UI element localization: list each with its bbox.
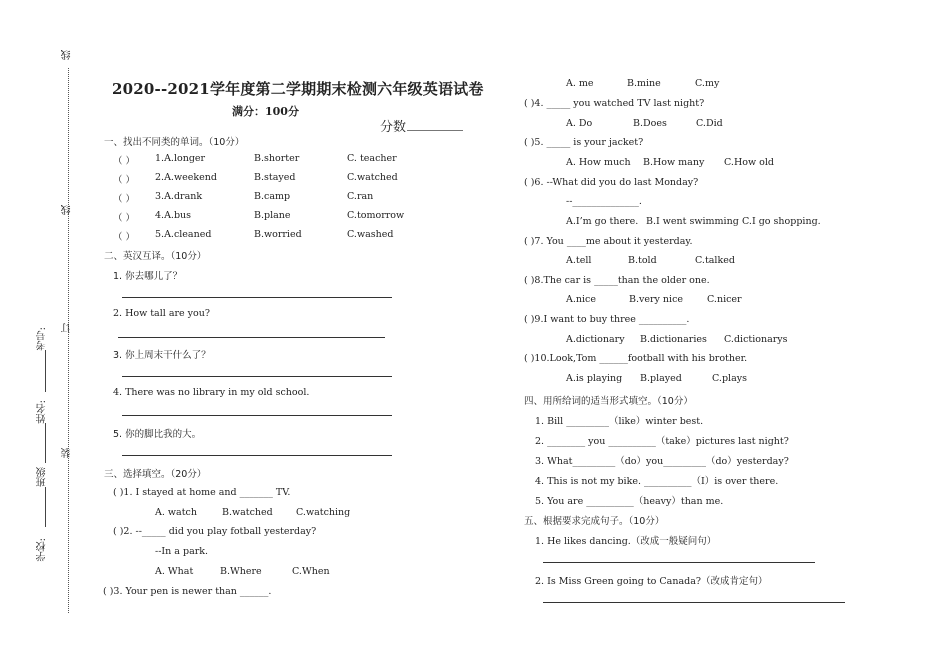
- s1-row4-c: C.tomorrow: [347, 210, 405, 221]
- score-field[interactable]: [407, 130, 463, 131]
- s4-item2: 2. ________ you __________（take）pictures last night?: [535, 436, 789, 447]
- s1-row3-paren[interactable]: （ ）: [113, 194, 136, 205]
- s3-q3-stem: ( )3. Your pen is newer than ______.: [103, 586, 272, 597]
- s3-q4-b[interactable]: B.Does: [633, 118, 667, 129]
- s3-q2-stem: ( )2. --_____ did you play fotball yesterday?: [113, 526, 317, 537]
- s1-row4-a: 4.A.bus: [155, 210, 192, 221]
- s3-q8-stem: ( )8.The car is _____than the older one.: [524, 275, 710, 286]
- binding-ding: 订: [62, 323, 73, 333]
- s1-row3-c: C.ran: [347, 191, 374, 202]
- school-label: 学校:: [37, 538, 48, 562]
- s3-q1-b[interactable]: B.watched: [222, 507, 273, 518]
- s4-item4: 4. This is not my bike. __________（I）is over there.: [535, 476, 779, 487]
- s1-row4-paren[interactable]: （ ）: [113, 213, 136, 224]
- full-score: 满分：100分: [232, 105, 299, 118]
- s3-q7-c[interactable]: C.talked: [695, 255, 735, 266]
- s3-q9-b[interactable]: B.dictionaries: [640, 334, 707, 345]
- s2-item5: 5. 你的脚比我的大。: [113, 429, 202, 440]
- s3-q1-stem: ( )1. I stayed at home and _______ TV.: [113, 487, 291, 498]
- s1-row3-b: B.camp: [254, 191, 291, 202]
- s1-row5-a: 5.A.cleaned: [155, 229, 212, 240]
- binding-zhuang: 装: [62, 448, 73, 458]
- s1-row1-paren[interactable]: （ ）: [113, 156, 136, 167]
- s2-item1: 1. 你去哪儿了？: [113, 271, 183, 282]
- s1-row2-b: B.stayed: [254, 172, 296, 183]
- s2-item3: 3. 你上周末干什么了？: [113, 350, 211, 361]
- s1-row2-paren[interactable]: （ ）: [113, 175, 136, 186]
- s2-answer3[interactable]: [122, 376, 392, 377]
- s2-answer1[interactable]: [122, 297, 392, 298]
- s3-q9-c[interactable]: C.dictionarys: [724, 334, 788, 345]
- binding-xian-top: 线: [62, 50, 73, 60]
- s3-q9-stem: ( )9.I want to buy three __________.: [524, 314, 690, 325]
- s3-q1-a[interactable]: A. watch: [155, 507, 197, 518]
- s3-q2-c[interactable]: C.When: [292, 566, 330, 577]
- section2-heading: 二、英汉互译。（10分）: [104, 251, 207, 262]
- s2-answer2[interactable]: [118, 337, 385, 338]
- s1-row2-a: 2.A.weekend: [155, 172, 217, 183]
- s5-answer1[interactable]: [543, 562, 815, 563]
- s2-item4: 4. There was no library in my old school.: [113, 387, 310, 398]
- s3-q3-a[interactable]: A. me: [566, 78, 594, 89]
- section1-heading: 一、找出不同类的单词。（10分）: [104, 137, 245, 148]
- s3-q10-b[interactable]: B.played: [640, 373, 682, 384]
- s3-q2-b[interactable]: B.Where: [220, 566, 262, 577]
- s3-q10-stem: ( )10.Look,Tom ______football with his brother.: [524, 353, 748, 364]
- s3-q7-stem: ( )7. You ____me about it yesterday.: [524, 236, 693, 247]
- s3-q2-sub: --In a park.: [155, 546, 209, 557]
- s3-q4-stem: ( )4. _____ you watched TV last night?: [524, 98, 705, 109]
- s3-q10-a[interactable]: A.is playing: [566, 373, 623, 384]
- s1-row1-b: B.shorter: [254, 153, 300, 164]
- s4-item3: 3. What_________（do）you_________（do）yesterday?: [535, 456, 789, 467]
- s1-row5-b: B.worried: [254, 229, 302, 240]
- s3-q6-b[interactable]: B.I went swimming: [646, 216, 739, 227]
- s3-q6-a[interactable]: A.I’m go there.: [566, 216, 639, 227]
- s3-q6-stem: ( )6. --What did you do last Monday?: [524, 177, 699, 188]
- s3-q9-a[interactable]: A.dictionary: [566, 334, 625, 345]
- class-field[interactable]: [45, 487, 46, 527]
- exam-title: 2020--2021学年度第二学期期末检测六年级英语试卷: [112, 80, 484, 98]
- s1-row4-b: B.plane: [254, 210, 291, 221]
- s1-row2-c: C.watched: [347, 172, 398, 183]
- s1-row1-c: C. teacher: [347, 153, 397, 164]
- student-no-field[interactable]: [45, 350, 46, 392]
- s3-q5-a[interactable]: A. How much: [566, 157, 631, 168]
- section3-heading: 三、选择填空。（20分）: [104, 469, 207, 480]
- student-no-label: 考号:: [37, 327, 48, 351]
- s5-item1: 1. He likes dancing.（改成一般疑问句）: [535, 536, 717, 547]
- s1-row1-a: 1.A.longer: [155, 153, 206, 164]
- s5-answer2[interactable]: [543, 602, 845, 603]
- s4-item5: 5. You are __________（heavy）than me.: [535, 496, 724, 507]
- s1-row5-paren[interactable]: （ ）: [113, 232, 136, 243]
- s3-q2-a[interactable]: A. What: [155, 566, 194, 577]
- s3-q8-a[interactable]: A.nice: [566, 294, 596, 305]
- s5-item2: 2. Is Miss Green going to Canada?（改成肯定句）: [535, 576, 768, 587]
- s1-row3-a: 3.A.drank: [155, 191, 203, 202]
- s3-q4-a[interactable]: A. Do: [566, 118, 593, 129]
- s3-q5-stem: ( )5. _____ is your jacket?: [524, 137, 644, 148]
- s2-answer4[interactable]: [122, 415, 392, 416]
- s3-q8-c[interactable]: C.nicer: [707, 294, 742, 305]
- s3-q8-b[interactable]: B.very nice: [629, 294, 684, 305]
- s3-q5-b[interactable]: B.How many: [643, 157, 705, 168]
- s3-q3-c[interactable]: C.my: [695, 78, 720, 89]
- s3-q5-c[interactable]: C.How old: [724, 157, 774, 168]
- binding-dotted-line: [68, 68, 69, 613]
- s3-q6-sub: --______________.: [566, 196, 642, 207]
- name-label: 姓名:: [37, 400, 48, 424]
- section4-heading: 四、用所给词的适当形式填空。（10分）: [524, 396, 693, 407]
- binding-xian-mid: 线: [62, 205, 73, 215]
- s3-q7-a[interactable]: A.tell: [566, 255, 592, 266]
- s3-q4-c[interactable]: C.Did: [696, 118, 723, 129]
- name-field[interactable]: [45, 423, 46, 463]
- s3-q10-c[interactable]: C.plays: [712, 373, 747, 384]
- s3-q7-b[interactable]: B.told: [628, 255, 657, 266]
- class-label: 班级: [37, 467, 48, 487]
- score-label: 分数: [380, 120, 407, 135]
- s3-q3-b[interactable]: B.mine: [627, 78, 661, 89]
- s2-answer5[interactable]: [122, 455, 392, 456]
- s3-q6-c[interactable]: C.I go shopping.: [742, 216, 821, 227]
- s4-item1: 1. Bill _________（like）winter best.: [535, 416, 704, 427]
- s3-q1-c[interactable]: C.watching: [296, 507, 351, 518]
- section5-heading: 五、根据要求完成句子。（10分）: [524, 516, 665, 527]
- s2-item2: 2. How tall are you?: [113, 308, 210, 319]
- s1-row5-c: C.washed: [347, 229, 394, 240]
